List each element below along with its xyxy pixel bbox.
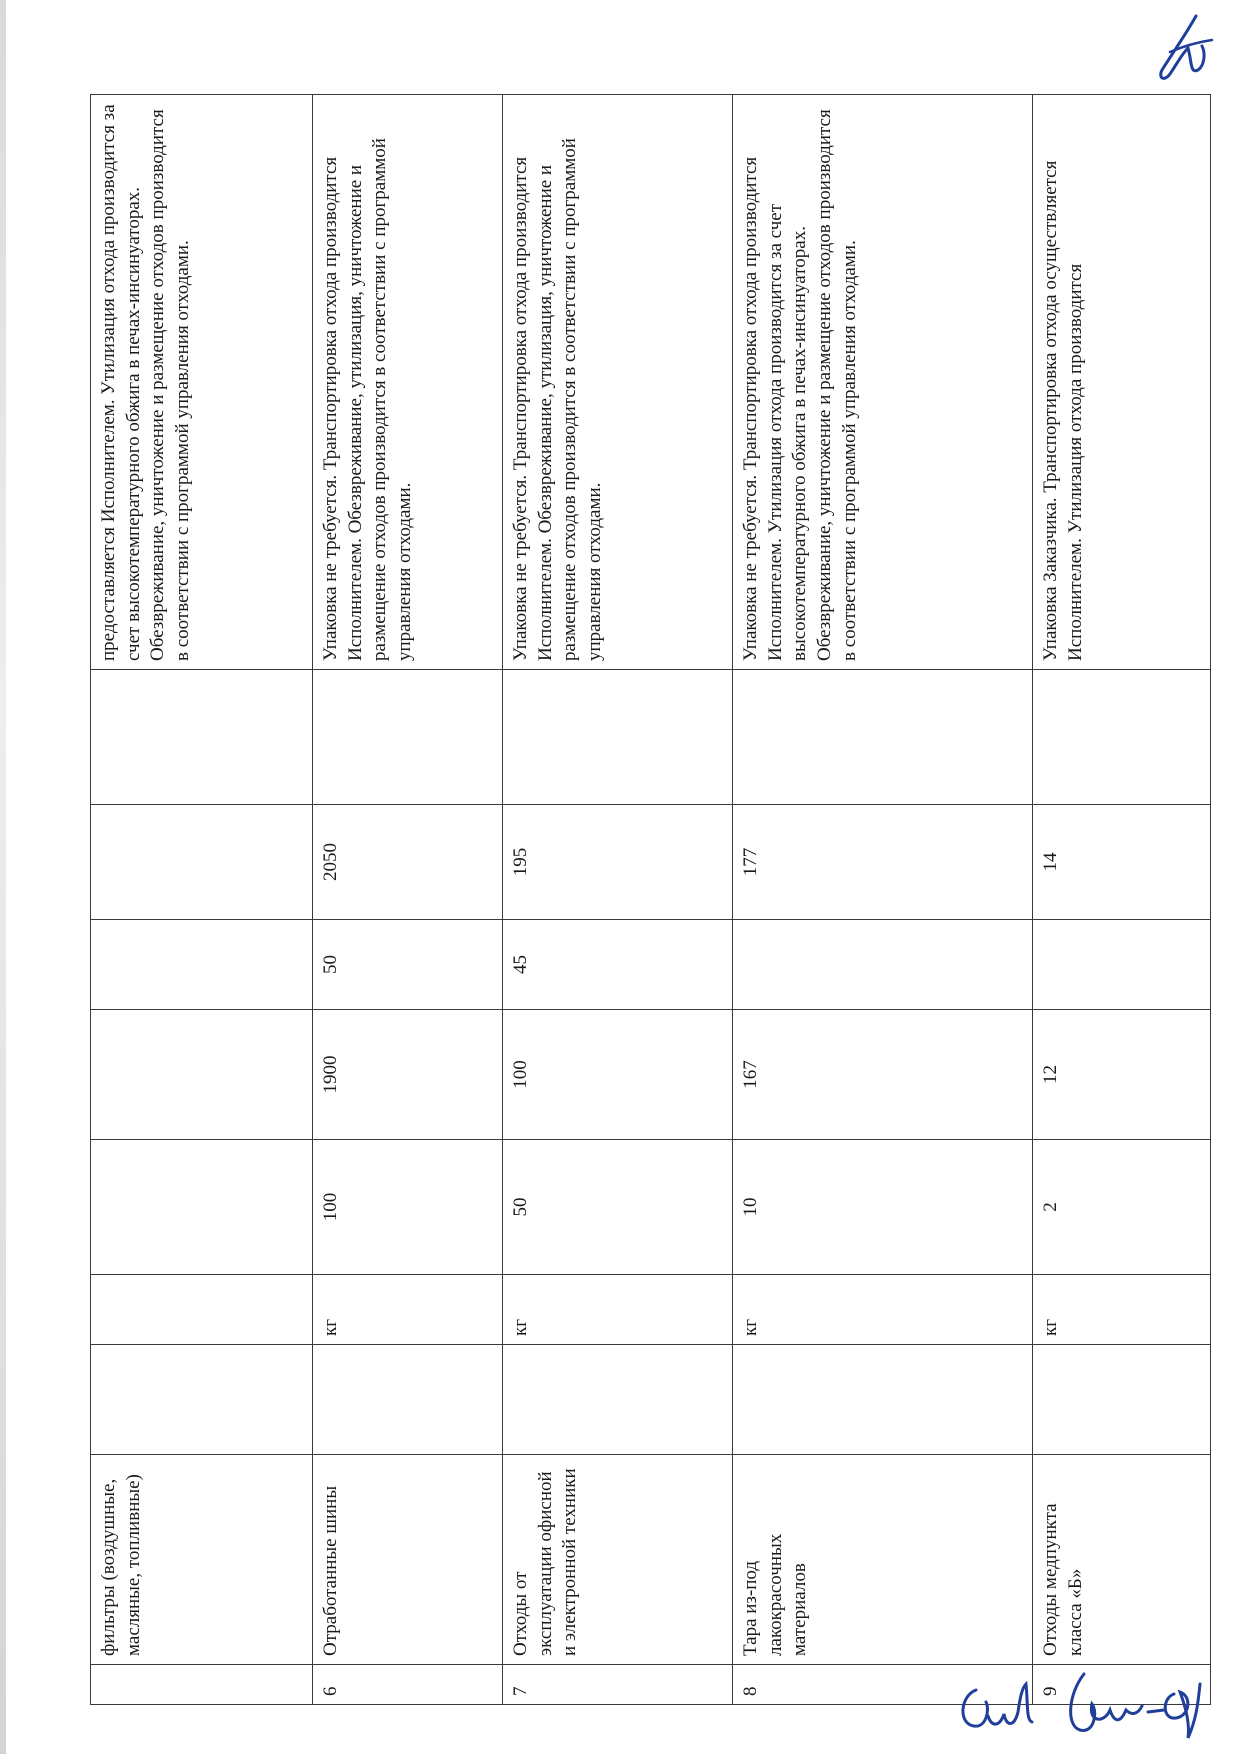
cell-value-2 — [91, 1010, 313, 1140]
table-row — [91, 95, 313, 1705]
cell-total — [91, 805, 313, 920]
cell-description: предоставляется Исполнителем. Утилизация отхода производится за счет высокотемпературного обжига в печах-инсинуаторах. Обезвреживание, уничтожение и размещение отходов производится в соответствии с программой управления отходами. — [91, 95, 313, 670]
cell-value-2: 100 — [503, 1010, 733, 1140]
cell-unit: кг — [1033, 1275, 1211, 1345]
cell-value-1: 50 — [503, 1140, 733, 1275]
cell-num: 6 — [313, 1665, 503, 1705]
cell-name: Отходы медпункта класса «Б» — [1033, 1455, 1211, 1665]
cell-unit: кг — [733, 1275, 1033, 1345]
waste-table — [90, 94, 1211, 1705]
signature-initials-bottom-left — [952, 1676, 1042, 1738]
cell-value-1 — [91, 1140, 313, 1275]
table-row — [313, 95, 503, 1705]
cell-value-1: 100 — [313, 1140, 503, 1275]
cell-description: Упаковка не требуется. Транспортировка отхода производится Исполнителем. Утилизация отхода производится за счет высокотемпературного обжига в печах-инсинуаторах. Обезвреживание, уничтожение и размещение отходов производится в соответствии с программой управления отходами. — [733, 95, 1033, 670]
cell-value-3 — [91, 920, 313, 1010]
cell-total: 14 — [1033, 805, 1211, 920]
cell-value-3 — [1033, 920, 1211, 1010]
cell-total: 2050 — [313, 805, 503, 920]
table-row — [733, 95, 1033, 1705]
cell-name: фильтры (воздушные, масляные, топливные) — [91, 1455, 313, 1665]
cell-value-2: 12 — [1033, 1010, 1211, 1140]
cell-num: 8 — [733, 1665, 1033, 1705]
cell-value-3: 45 — [503, 920, 733, 1010]
cell-description: Упаковка не требуется. Транспортировка отхода производится Исполнителем. Обезвреживание, утилизация, уничтожение и размещение отходов производится в соответствии с программой управления отходами. — [503, 95, 733, 670]
rotated-page-content — [90, 95, 1210, 1705]
cell-unit — [91, 1275, 313, 1345]
scan-edge — [0, 0, 6, 1754]
cell-total: 177 — [733, 805, 1033, 920]
cell-unit: кг — [313, 1275, 503, 1345]
cell-name: Тара из-под лакокрасочных материалов — [733, 1455, 1033, 1665]
cell-value-1: 2 — [1033, 1140, 1211, 1275]
cell-value-2: 1900 — [313, 1010, 503, 1140]
cell-value-2: 167 — [733, 1010, 1033, 1140]
table-row — [1033, 95, 1211, 1705]
cell-description: Упаковка Заказчика. Транспортировка отхода осуществляется Исполнителем. Утилизация отхода производится — [1033, 95, 1211, 670]
cell-num: 9 — [1033, 1665, 1211, 1705]
cell-name: Отходы от эксплуатации офисной и электронной техники — [503, 1455, 733, 1665]
cell-value-1: 10 — [733, 1140, 1033, 1275]
cell-unit: кг — [503, 1275, 733, 1345]
cell-total: 195 — [503, 805, 733, 920]
cell-num: 7 — [503, 1665, 733, 1705]
signature-initials-bottom-right — [1058, 1664, 1208, 1744]
cell-value-3: 50 — [313, 920, 503, 1010]
cell-value-3 — [733, 920, 1033, 1010]
table-row — [503, 95, 733, 1705]
cell-description: Упаковка не требуется. Транспортировка отхода производится Исполнителем. Обезвреживание, утилизация, уничтожение и размещение отходов производится в соответствии с программой управления отходами. — [313, 95, 503, 670]
cell-num — [91, 1665, 313, 1705]
signature-initials-top-right — [1140, 10, 1218, 90]
cell-name: Отработанные шины — [313, 1455, 503, 1665]
